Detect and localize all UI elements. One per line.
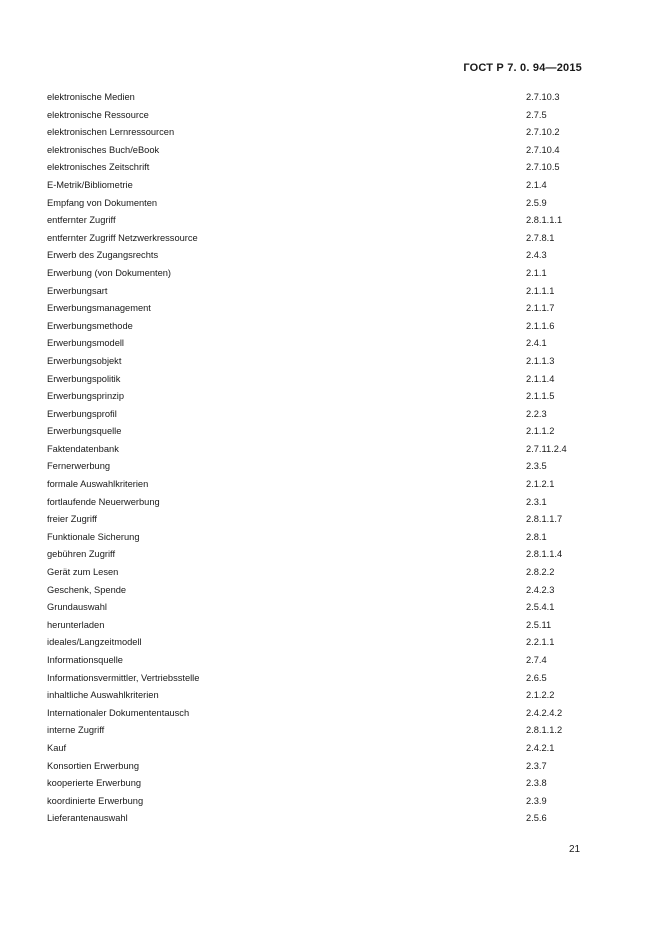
- index-reference: 2.5.9: [526, 197, 547, 208]
- index-entry: [47, 494, 607, 512]
- index-entry: [47, 300, 607, 318]
- index-reference: 2.4.2.3: [526, 584, 555, 595]
- index-reference: 2.3.7: [526, 760, 547, 771]
- index-reference: 2.7.8.1: [526, 232, 555, 243]
- index-term: entfernter Zugriff Netzwerkressource: [47, 232, 198, 243]
- index-reference: 2.3.1: [526, 496, 547, 507]
- index-term: Lieferantenauswahl: [47, 813, 128, 824]
- index-entry: [47, 371, 607, 389]
- term-index-list: [47, 89, 607, 828]
- document-code: ГОСТ Р 7. 0. 94—2015: [463, 62, 582, 74]
- index-entry: [47, 564, 607, 582]
- index-reference: 2.1.2.2: [526, 690, 555, 701]
- index-entry: [47, 265, 607, 283]
- index-entry: [47, 247, 607, 265]
- index-entry: [47, 230, 607, 248]
- index-reference: 2.1.1.7: [526, 303, 555, 314]
- index-reference: 2.4.2.4.2: [526, 707, 563, 718]
- index-reference: 2.8.1.1.2: [526, 725, 563, 736]
- index-reference: 2.2.3: [526, 408, 547, 419]
- index-term: Grundauswahl: [47, 602, 107, 613]
- index-reference: 2.1.1.1: [526, 285, 555, 296]
- index-entry: [47, 159, 607, 177]
- index-reference: 2.6.5: [526, 672, 547, 683]
- index-reference: 2.3.5: [526, 461, 547, 472]
- index-term: E-Metrik/Bibliometrie: [47, 179, 133, 190]
- index-entry: [47, 582, 607, 600]
- index-term: Erwerbungsobjekt: [47, 355, 122, 366]
- index-reference: 2.4.2.1: [526, 742, 555, 753]
- index-entry: [47, 476, 607, 494]
- index-reference: 2.2.1.1: [526, 637, 555, 648]
- index-entry: [47, 283, 607, 301]
- index-reference: 2.3.8: [526, 778, 547, 789]
- index-reference: 2.7.10.3: [526, 92, 560, 102]
- index-term: inhaltliche Auswahlkriterien: [47, 690, 159, 701]
- index-entry: [47, 810, 607, 828]
- index-term: Erwerbungspolitik: [47, 373, 121, 384]
- index-term: Erwerbungsprofil: [47, 408, 117, 419]
- index-reference: 2.7.10.2: [526, 127, 560, 138]
- index-term: Erwerbungsquelle: [47, 426, 122, 437]
- index-entry: [47, 335, 607, 353]
- index-reference: 2.8.1: [526, 531, 547, 542]
- index-entry: [47, 705, 607, 723]
- index-reference: 2.8.2.2: [526, 567, 555, 578]
- index-reference: 2.1.1.2: [526, 426, 555, 437]
- index-reference: 2.8.1.1.1: [526, 215, 563, 226]
- index-reference: 2.1.1.3: [526, 355, 555, 366]
- index-reference: 2.3.9: [526, 795, 547, 806]
- index-reference: 2.7.10.5: [526, 162, 560, 173]
- index-term: Erwerbungsmodell: [47, 338, 124, 349]
- index-term: elektronische Ressource: [47, 109, 149, 120]
- index-reference: 2.1.4: [526, 179, 547, 190]
- index-reference: 2.7.5: [526, 109, 547, 120]
- index-term: Fernerwerbung: [47, 461, 111, 472]
- index-entry: [47, 142, 607, 160]
- index-term: kooperierte Erwerbung: [47, 778, 142, 789]
- index-term: Informationsquelle: [47, 655, 123, 665]
- index-entry: [47, 617, 607, 635]
- index-reference: 2.1.1.5: [526, 391, 555, 402]
- index-reference: 2.8.1.1.4: [526, 549, 563, 560]
- index-entry: [47, 124, 607, 142]
- index-reference: 2.7.11.2.4: [526, 443, 567, 454]
- index-term: formale Auswahlkriterien: [47, 479, 149, 490]
- index-term: Internationaler Dokumententausch: [47, 707, 190, 718]
- index-reference: 2.7.10.4: [526, 144, 560, 155]
- index-term: elektronische Medien: [47, 92, 135, 102]
- index-term: Erwerbungsart: [47, 285, 108, 296]
- index-term: Erwerbung (von Dokumenten): [47, 267, 172, 278]
- index-entry: [47, 423, 607, 441]
- index-reference: 2.1.2.1: [526, 479, 555, 490]
- index-term: elektronisches Buch/eBook: [47, 144, 160, 155]
- index-entry: [47, 793, 607, 811]
- index-term: Informationsvermittler, Vertriebsstelle: [47, 672, 200, 683]
- index-reference: 2.1.1.4: [526, 373, 555, 384]
- page-number: 21: [569, 844, 581, 855]
- index-entry: [47, 212, 607, 230]
- index-term: freier Zugriff: [47, 514, 97, 525]
- index-term: elektronischen Lernressourcen: [47, 127, 175, 138]
- index-term: interne Zugriff: [47, 725, 105, 736]
- index-reference: 2.7.4: [526, 655, 547, 665]
- index-entry: [47, 353, 607, 371]
- index-entry: [47, 740, 607, 758]
- index-reference: 2.4.1: [526, 338, 547, 349]
- index-entry: [47, 529, 607, 547]
- index-entry: [47, 599, 607, 617]
- index-entry: [47, 441, 607, 459]
- index-entry: [47, 388, 607, 406]
- index-entry: [47, 177, 607, 195]
- index-term: Geschenk, Spende: [47, 584, 127, 595]
- index-term: Gerät zum Lesen: [47, 567, 119, 578]
- index-term: Erwerbungsmethode: [47, 320, 133, 331]
- index-term: herunterladen: [47, 619, 105, 630]
- index-entry: [47, 89, 607, 107]
- index-term: gebühren Zugriff: [47, 549, 116, 560]
- index-term: fortlaufende Neuerwerbung: [47, 496, 160, 507]
- index-entry: [47, 511, 607, 529]
- index-term: Erwerbungsmanagement: [47, 303, 151, 314]
- index-term: Funktionale Sicherung: [47, 531, 140, 542]
- index-reference: 2.5.6: [526, 813, 547, 824]
- index-entry: [47, 634, 607, 652]
- index-entry: [47, 670, 607, 688]
- index-entry: [47, 195, 607, 213]
- index-term: Faktendatenbank: [47, 443, 119, 454]
- index-entry: [47, 107, 607, 125]
- index-entry: [47, 458, 607, 476]
- index-entry: [47, 722, 607, 740]
- index-entry: [47, 652, 607, 670]
- index-entry: [47, 546, 607, 564]
- index-term: entfernter Zugriff: [47, 215, 116, 226]
- index-term: koordinierte Erwerbung: [47, 795, 144, 806]
- index-reference: 2.5.4.1: [526, 602, 555, 613]
- index-entry: [47, 406, 607, 424]
- index-entry: [47, 758, 607, 776]
- index-reference: 2.1.1.6: [526, 320, 555, 331]
- index-term: elektronisches Zeitschrift: [47, 162, 150, 173]
- index-reference: 2.4.3: [526, 250, 547, 261]
- index-entry: [47, 687, 607, 705]
- index-reference: 2.8.1.1.7: [526, 514, 563, 525]
- index-reference: 2.5.11: [526, 619, 552, 630]
- index-term: Konsortien Erwerbung: [47, 760, 139, 771]
- index-term: Kauf: [47, 742, 67, 753]
- index-term: Empfang von Dokumenten: [47, 197, 158, 208]
- index-term: Erwerbungsprinzip: [47, 391, 124, 402]
- index-term: ideales/Langzeitmodell: [47, 637, 142, 648]
- index-term: Erwerb des Zugangsrechts: [47, 250, 159, 261]
- index-entry: [47, 775, 607, 793]
- index-entry: [47, 318, 607, 336]
- index-reference: 2.1.1: [526, 267, 547, 278]
